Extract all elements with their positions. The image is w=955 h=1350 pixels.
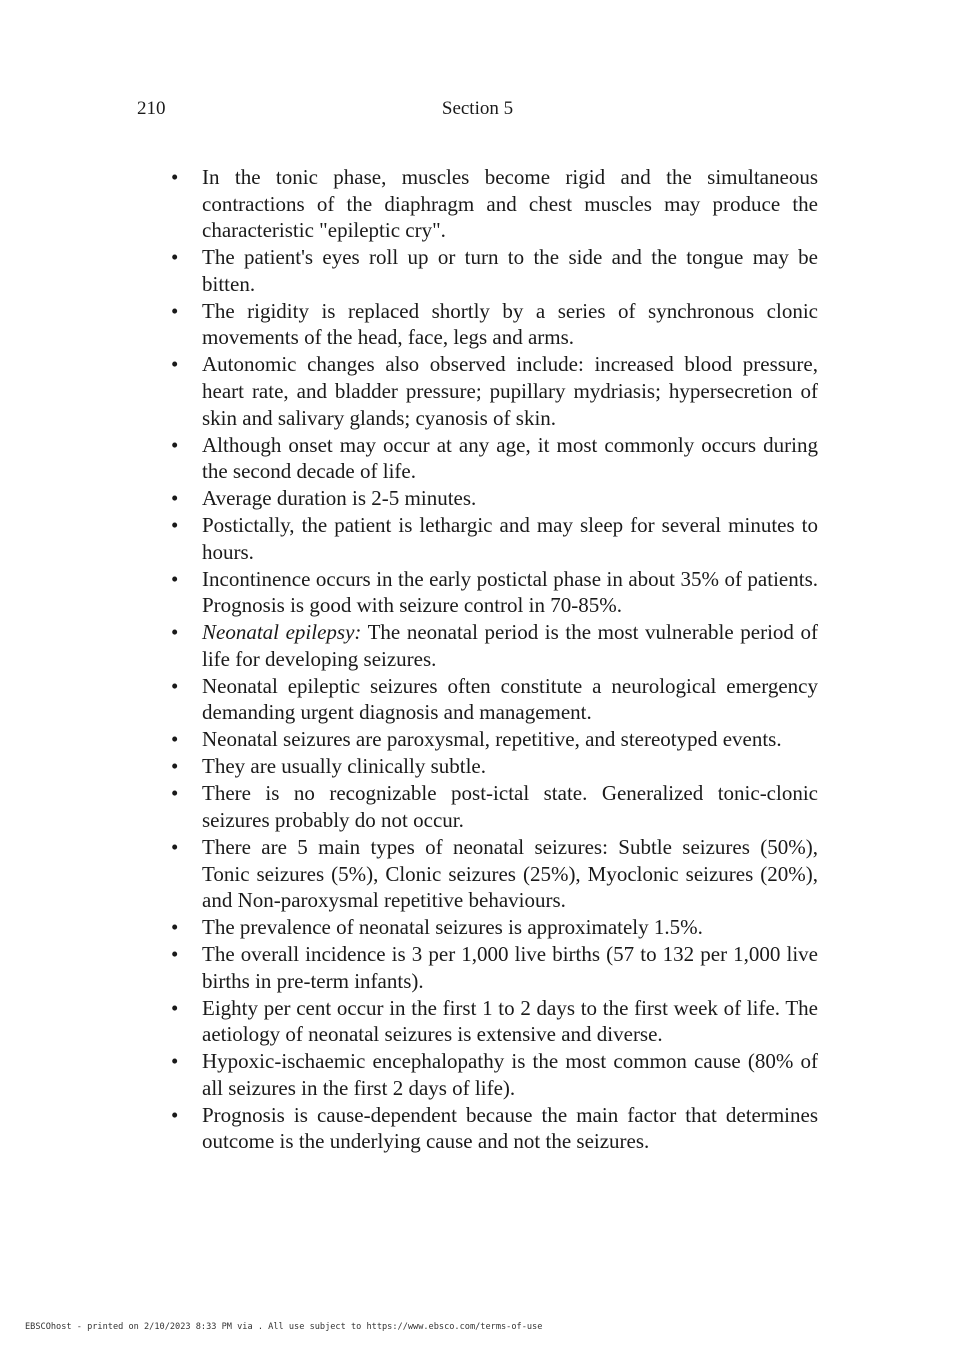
item-text: Average duration is 2-5 minutes. bbox=[202, 486, 477, 511]
bullet-icon: • bbox=[171, 513, 179, 538]
list-item bbox=[171, 566, 818, 619]
bullet-icon: • bbox=[171, 673, 179, 698]
list-item bbox=[171, 673, 818, 726]
bullet-icon: • bbox=[171, 298, 179, 323]
list-item bbox=[171, 941, 818, 994]
list-item bbox=[171, 1102, 818, 1155]
list-item bbox=[171, 780, 818, 833]
bullet-icon: • bbox=[171, 915, 179, 940]
list-item bbox=[171, 834, 818, 914]
item-text: The patient's eyes roll up or turn to the side and the tongue may be bitten. bbox=[202, 245, 818, 296]
bullet-icon: • bbox=[171, 942, 179, 967]
list-item bbox=[171, 995, 818, 1048]
bullet-icon: • bbox=[171, 432, 179, 457]
list-item bbox=[171, 619, 818, 672]
list-item bbox=[171, 512, 818, 565]
item-text: There are 5 main types of neonatal seizures: Subtle seizures (50%), Tonic seizures (5%), Clonic seizures (25%), Myoclonic seizures (20%), and Non-paroxysmal repetitive behaviours. bbox=[202, 834, 818, 913]
page-number: 210 bbox=[137, 98, 166, 119]
running-head: Section 5 bbox=[441, 98, 514, 119]
bullet-icon: • bbox=[171, 245, 179, 270]
bullet-icon: • bbox=[171, 834, 179, 859]
list-item bbox=[171, 914, 818, 941]
bullet-list bbox=[171, 164, 818, 1155]
item-text: Prognosis is cause-dependent because the main factor that determines outcome is the underlying cause and not the seizures. bbox=[202, 1102, 818, 1154]
bullet-icon: • bbox=[171, 566, 179, 591]
item-text: Eighty per cent occur in the first 1 to 2 days to the first week of life. The aetiology of neonatal seizures is extensive and diverse. bbox=[202, 995, 818, 1047]
bullet-icon: • bbox=[171, 486, 179, 511]
list-item bbox=[171, 351, 818, 431]
item-text: The rigidity is replaced shortly by a series of synchronous clonic movements of the head, face, legs and arms. bbox=[202, 298, 818, 350]
item-text: In the tonic phase, muscles become rigid and the simultaneous contractions of the diaphragm and chest muscles may produce the characteristic "epileptic cry". bbox=[202, 165, 818, 243]
list-item bbox=[171, 726, 818, 753]
item-text: Incontinence occurs in the early postictal phase in about 35% of patients. Prognosis is good with seizure control in 70-85%. bbox=[202, 566, 818, 618]
bullet-icon: • bbox=[171, 620, 179, 645]
item-text: Hypoxic-ischaemic encephalopathy is the most common cause (80% of all seizures in the first 2 days of life). bbox=[202, 1049, 818, 1100]
item-text: They are usually clinically subtle. bbox=[202, 754, 486, 779]
list-item bbox=[171, 432, 818, 485]
item-text: Neonatal epileptic seizures often constitute a neurological emergency demanding urgent diagnosis and management. bbox=[202, 673, 818, 725]
item-lead: Neonatal epilepsy: bbox=[202, 620, 362, 645]
bullet-icon: • bbox=[171, 352, 179, 377]
bullet-icon: • bbox=[171, 727, 179, 752]
list-item bbox=[171, 164, 818, 244]
item-text: The prevalence of neonatal seizures is approximately 1.5%. bbox=[202, 915, 703, 940]
list-item bbox=[171, 1048, 818, 1101]
list-item bbox=[171, 244, 818, 297]
bullet-icon: • bbox=[171, 165, 179, 189]
item-text: The neonatal period is the most vulnerable period of life for developing seizures. bbox=[202, 620, 818, 671]
item-text: Postictally, the patient is lethargic and may sleep for several minutes to hours. bbox=[202, 513, 818, 564]
item-text: There is no recognizable post-ictal state. Generalized tonic-clonic seizures probably do not occur. bbox=[202, 781, 818, 832]
list-item bbox=[171, 485, 818, 512]
list-item bbox=[171, 298, 818, 351]
print-footer: EBSCOhost - printed on 2/10/2023 8:33 PM via . All use subject to https://www.ebsco.com/terms-of-use bbox=[25, 1322, 543, 1332]
bullet-icon: • bbox=[171, 1049, 179, 1074]
bullet-icon: • bbox=[171, 754, 179, 779]
item-text: Neonatal seizures are paroxysmal, repetitive, and stereotyped events. bbox=[202, 727, 782, 752]
bullet-icon: • bbox=[171, 1102, 179, 1127]
bullet-icon: • bbox=[171, 781, 179, 806]
bullet-icon: • bbox=[171, 995, 179, 1020]
item-text: Although onset may occur at any age, it most commonly occurs during the second decade of life. bbox=[202, 432, 818, 484]
item-text: Autonomic changes also observed include: increased blood pressure, heart rate, and bladder pressure; pupillary mydriasis; hypersecretion of skin and salivary glands; cyanosis of skin. bbox=[202, 352, 818, 430]
list-item bbox=[171, 753, 818, 780]
item-text: The overall incidence is 3 per 1,000 live births (57 to 132 per 1,000 live births in pre-term infants). bbox=[202, 942, 818, 993]
